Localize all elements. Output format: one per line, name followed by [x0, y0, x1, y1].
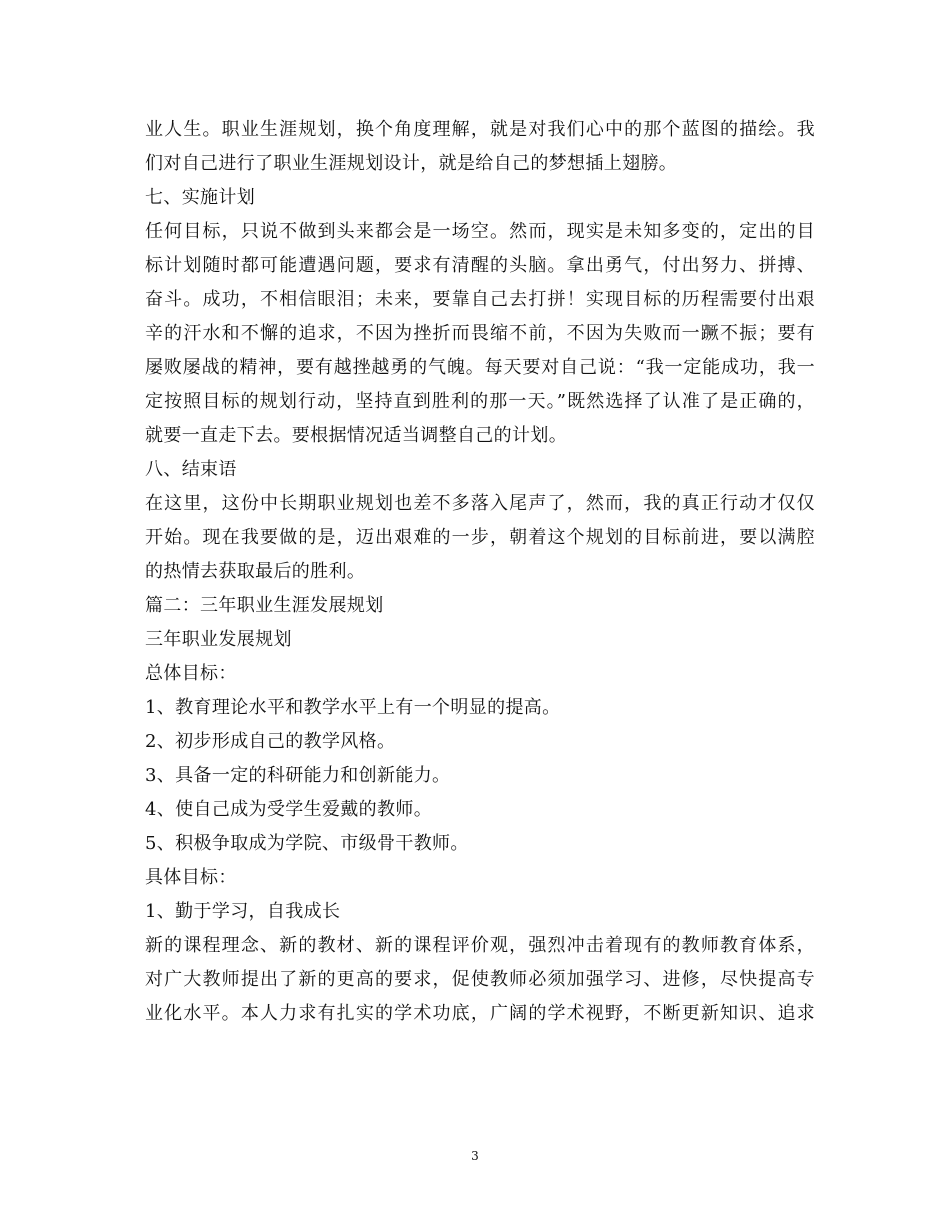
- list-item: 3、具备一定的科研能力和创新能力。: [145, 765, 451, 786]
- paragraph-line: 的热情去获取最后的胜利。: [145, 561, 366, 582]
- paragraph-line: 业人生。职业生涯规划，换个角度理解，就是对我们心中的那个蓝图的描绘。我: [145, 119, 815, 140]
- subheading: 总体目标：: [145, 663, 237, 684]
- document-body: [145, 113, 815, 1031]
- list-item: 2、初步形成自己的教学风格。: [145, 731, 396, 752]
- list-item: 1、教育理论水平和教学水平上有一个明显的提高。: [145, 697, 561, 718]
- plan-title: 三年职业发展规划: [145, 629, 292, 650]
- paragraph-line: 标计划随时都可能遭遇问题，要求有清醒的头脑。拿出勇气，付出努力、拼搏、: [145, 255, 815, 276]
- paragraph-line: 定按照目标的规划行动，坚持直到胜利的那一天。”既然选择了认准了是正确的，: [145, 391, 815, 412]
- section-heading: 七、实施计划: [145, 187, 256, 208]
- article-title: 篇二：三年职业生涯发展规划: [145, 595, 384, 616]
- paragraph-line: 们对自己进行了职业生涯规划设计，就是给自己的梦想插上翅膀。: [145, 153, 678, 174]
- paragraph-line: 就要一直走下去。要根据情况适当调整自己的计划。: [145, 425, 568, 446]
- paragraph-line: 业化水平。本人力求有扎实的学术功底，广阔的学术视野，不断更新知识、追求: [145, 1003, 815, 1024]
- paragraph-line: 开始。现在我要做的是，迈出艰难的一步，朝着这个规划的目标前进，要以满腔: [145, 527, 815, 548]
- subheading: 具体目标：: [145, 867, 237, 888]
- paragraph-line: 新的课程理念、新的教材、新的课程评价观，强烈冲击着现有的教师教育体系，: [145, 935, 815, 956]
- paragraph-line: 辛的汗水和不懈的追求，不因为挫折而畏缩不前，不因为失败而一蹶不振；要有: [145, 323, 815, 344]
- paragraph-line: 任何目标，只说不做到头来都会是一场空。然而，现实是未知多变的，定出的目: [145, 221, 815, 242]
- list-item: 1、勤于学习，自我成长: [145, 901, 341, 922]
- list-item: 4、使自己成为受学生爱戴的教师。: [145, 799, 433, 820]
- page-number: 3: [471, 1149, 479, 1163]
- paragraph-line: 在这里，这份中长期职业规划也差不多落入尾声了，然而，我的真正行动才仅仅: [145, 493, 815, 514]
- section-heading: 八、结束语: [145, 459, 237, 480]
- paragraph-line: 奋斗。成功，不相信眼泪；未来，要靠自己去打拼！实现目标的历程需要付出艰: [145, 289, 815, 310]
- paragraph-line: 对广大教师提出了新的更高的要求，促使教师必须加强学习、进修，尽快提高专: [145, 969, 815, 990]
- paragraph-line: 屡败屡战的精神，要有越挫越勇的气魄。每天要对自己说：“我一定能成功，我一: [145, 357, 815, 378]
- list-item: 5、积极争取成为学院、市级骨干教师。: [145, 833, 469, 854]
